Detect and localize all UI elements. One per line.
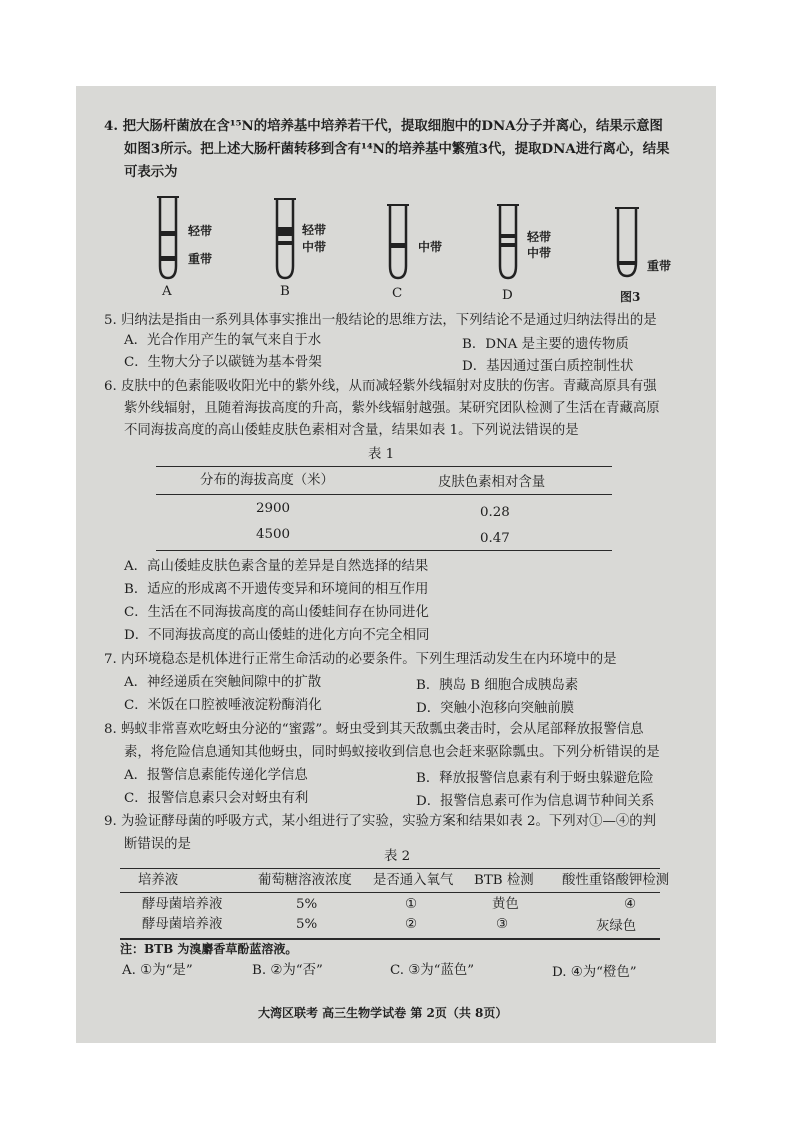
tube-figure — [0, 0, 794, 310]
table1-row2-pigment: 0.47 — [480, 531, 510, 546]
tube-a-band2: 重带 — [188, 252, 213, 266]
table2-title: 表 2 — [384, 849, 411, 864]
tube-d-label: D — [502, 288, 513, 303]
tube-c — [387, 205, 409, 278]
q8-line2: 素，将危险信息通知其他蚜虫，同时蚂蚁接收到信息也会赶来驱除瓢虫。下列分析错误的是 — [124, 745, 660, 760]
q8-line1: 8. 蚂蚁非常喜欢吃蚜虫分泌的“蜜露”。蚜虫受到其天敌瓢虫袭击时，会从尾部释放报警信息 — [104, 722, 644, 737]
q8-option-d: D．报警信息素可作为信息调节种间关系 — [416, 794, 655, 809]
q5-option-a: A．光合作用产生的氧气来自于水 — [124, 333, 322, 348]
table1-header-pigment: 皮肤色素相对含量 — [438, 475, 546, 490]
table2-row2-dichromate: 灰绿色 — [596, 919, 637, 934]
q9-option-b: B. ②为“否” — [252, 963, 323, 978]
q5-option-c: C．生物大分子以碳链为基本骨架 — [124, 355, 322, 370]
table2-header-medium: 培养液 — [138, 873, 179, 888]
table2-row1-glucose: 5% — [296, 897, 318, 912]
table2-mid-rule — [120, 892, 660, 893]
q6-option-a: A．高山倭蛙皮肤色素含量的差异是自然选择的结果 — [124, 559, 429, 574]
tube-fig3 — [615, 208, 639, 276]
table2-row2-glucose: 5% — [296, 917, 318, 932]
q4-line3: 可表示为 — [124, 164, 178, 180]
table1-mid-rule — [156, 494, 612, 495]
table2-note: 注：BTB 为溴麝香草酚蓝溶液。 — [120, 942, 298, 956]
q7-option-b: B．胰岛 B 细胞合成胰岛素 — [416, 678, 579, 693]
q9-line2: 断错误的是 — [124, 837, 191, 852]
q7-option-a: A．神经递质在突触间隙中的扩散 — [124, 675, 322, 690]
q6-option-c: C．生活在不同海拔高度的高山倭蛙间存在协同进化 — [124, 605, 429, 620]
table2-row1-oxygen: ① — [405, 897, 418, 912]
q8-option-c: C．报警信息素只会对蚜虫有利 — [124, 791, 309, 806]
table2-row2-oxygen: ② — [405, 917, 418, 932]
tube-a-band1: 轻带 — [188, 224, 213, 238]
tube-d-band1: 轻带 — [527, 230, 552, 244]
tube-a-label: A — [162, 284, 172, 299]
table2-row2-medium: 酵母菌培养液 — [142, 917, 223, 932]
table1-title: 表 1 — [368, 447, 395, 462]
table2-row1-medium: 酵母菌培养液 — [142, 897, 223, 912]
tube-d — [497, 205, 519, 278]
q7-option-d: D．突触小泡移向突触前膜 — [416, 701, 575, 716]
q5-stem: 5. 归纳法是指由一系列具体事实推出一般结论的思维方法，下列结论不是通过归纳法得出的是 — [104, 313, 657, 328]
tube-c-band1: 中带 — [418, 240, 443, 254]
q9-line1: 9. 为验证酵母菌的呼吸方式，某小组进行了实验，实验方案和结果如表 2。下列对①—④的判 — [104, 814, 657, 829]
q6-option-d: D．不同海拔高度的高山倭蛙的进化方向不完全相同 — [124, 628, 430, 643]
q6-option-b: B．适应的形成离不开遗传变异和环境间的相互作用 — [124, 582, 429, 597]
q5-option-b: B．DNA 是主要的遗传物质 — [462, 337, 629, 352]
table1-header-altitude: 分布的海拔高度（米） — [200, 473, 334, 488]
q9-option-c: C. ③为“蓝色” — [390, 963, 475, 978]
tube-d-band2: 中带 — [527, 246, 552, 260]
tube-b-band2: 中带 — [302, 240, 327, 254]
q6-line2: 紫外线辐射，且随着海拔高度的升高，紫外线辐射越强。某研究团队检测了生活在青藏高原 — [124, 401, 660, 416]
table2-header-oxygen: 是否通入氧气 — [373, 873, 454, 888]
tube-a — [157, 197, 179, 278]
table1-top-rule — [156, 466, 612, 467]
q6-line3: 不同海拔高度的高山倭蛙皮肤色素相对含量，结果如表 1。下列说法错误的是 — [124, 423, 579, 438]
table1-bottom-rule — [156, 550, 612, 551]
tube-b — [274, 199, 296, 278]
tube-b-band1: 轻带 — [302, 223, 327, 237]
table2-header-glucose: 葡萄糖溶液浓度 — [258, 873, 352, 888]
q7-option-c: C．米饭在口腔被唾液淀粉酶消化 — [124, 698, 322, 713]
tube-b-label: B — [280, 284, 290, 299]
q8-option-b: B．释放报警信息素有利于蚜虫躲避危险 — [416, 771, 654, 786]
q9-option-d: D. ④为“橙色” — [552, 965, 637, 980]
table1-row1-pigment: 0.28 — [480, 505, 510, 520]
table2-row1-dichromate: ④ — [624, 897, 637, 912]
tube-fig3-label: 图3 — [620, 290, 641, 304]
table2-header-dichromate: 酸性重铬酸钾检测 — [562, 873, 670, 888]
q9-option-a: A. ①为“是” — [122, 963, 193, 978]
table2-top-rule — [120, 868, 660, 869]
q7-stem: 7. 内环境稳态是机体进行正常生命活动的必要条件。下列生理活动发生在内环境中的是 — [104, 652, 617, 667]
table2-header-btb: BTB 检测 — [474, 873, 534, 888]
q4-line1: 4. 把大肠杆菌放在含¹⁵N的培养基中培养若干代，提取细胞中的DNA分子并离心，结果示意图 — [104, 118, 663, 134]
table1-row2-altitude: 4500 — [256, 527, 291, 542]
q8-option-a: A．报警信息素能传递化学信息 — [124, 768, 308, 783]
q4-line2: 如图3所示。把上述大肠杆菌转移到含有¹⁴N的培养基中繁殖3代，提取DNA进行离心，结果 — [124, 141, 670, 157]
table2-row1-btb: 黄色 — [492, 897, 519, 912]
table2-row2-btb: ③ — [496, 917, 509, 932]
q6-line1: 6. 皮肤中的色素能吸收阳光中的紫外线，从而减轻紫外线辐射对皮肤的伤害。青藏高原具有强 — [104, 379, 657, 394]
q5-option-d: D．基因通过蛋白质控制性状 — [462, 359, 634, 374]
page-footer: 大湾区联考 高三生物学试卷 第 2页（共 8页） — [258, 1006, 508, 1020]
tube-c-label: C — [392, 286, 403, 301]
tube-fig3-band1: 重带 — [647, 259, 672, 273]
table1-row1-altitude: 2900 — [256, 501, 291, 516]
